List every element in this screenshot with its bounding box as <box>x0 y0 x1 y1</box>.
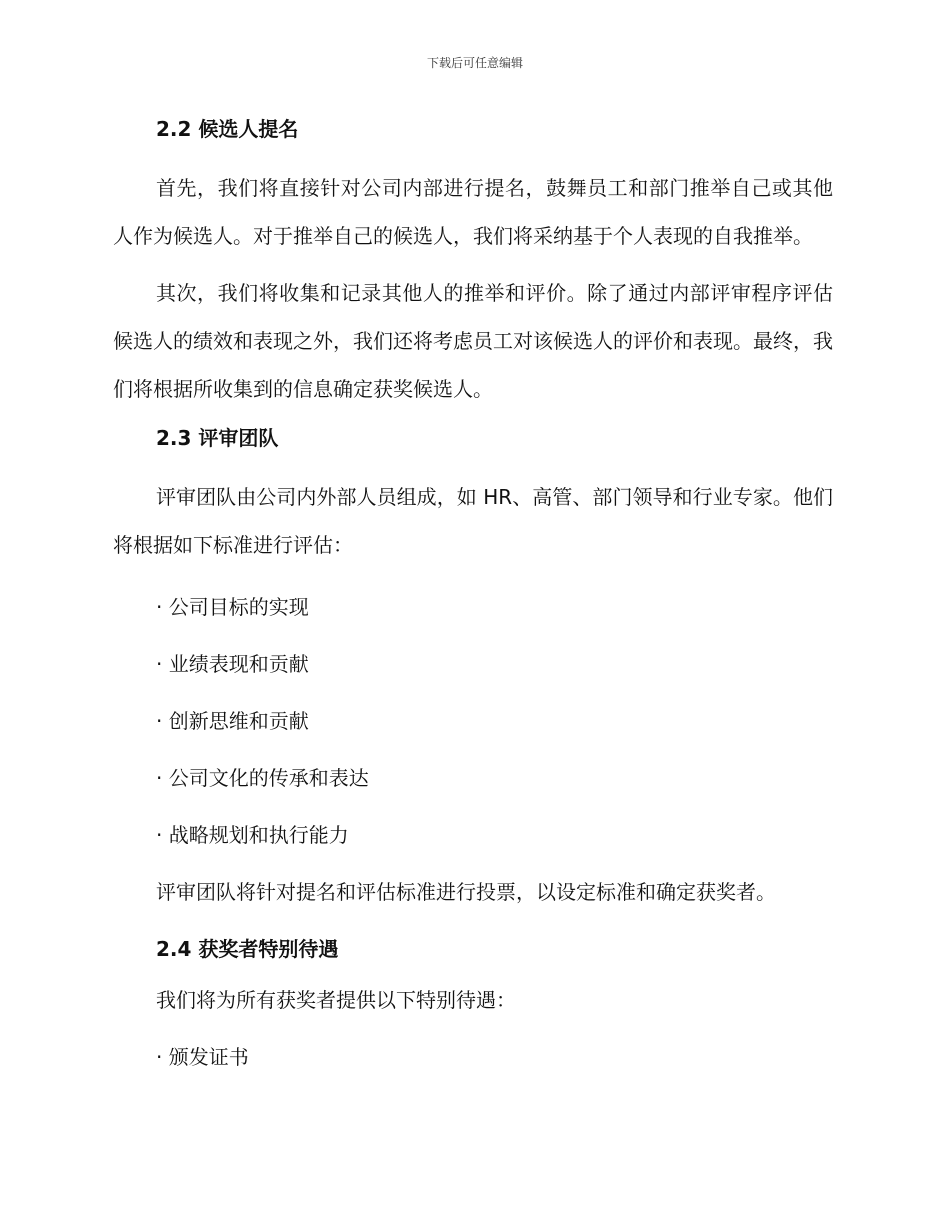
bullet-item: · 公司文化的传承和表达 <box>156 766 369 790</box>
bullet-item: · 颁发证书 <box>156 1045 249 1069</box>
document-body <box>113 113 833 1098</box>
paragraph: 评审团队将针对提名和评估标准进行投票，以设定标准和确定获奖者。 <box>156 880 776 904</box>
section-heading-2-2: 2.2 候选人提名 <box>156 117 299 141</box>
paragraph: 首先，我们将直接针对公司内部进行提名，鼓舞员工和部门推举自己或其他人作为候选人。对于推举自己的候选人，我们将采纳基于个人表现的自我推举。 <box>113 176 833 248</box>
paragraph: 我们将为所有获奖者提供以下特别待遇： <box>156 988 516 1012</box>
section-heading-2-4: 2.4 获奖者特别待遇 <box>156 937 339 961</box>
bullet-item: · 创新思维和贡献 <box>156 709 309 733</box>
bullet-item: · 业绩表现和贡献 <box>156 652 309 676</box>
paragraph: 其次，我们将收集和记录其他人的推举和评价。除了通过内部评审程序评估候选人的绩效和表现之外，我们还将考虑员工对该候选人的评价和表现。最终，我们将根据所收集到的信息确定获奖候选人。 <box>113 281 833 401</box>
bullet-item: · 战略规划和执行能力 <box>156 823 349 847</box>
page-header: 下载后可任意编辑 <box>426 56 523 70</box>
bullet-item: · 公司目标的实现 <box>156 595 309 619</box>
paragraph: 评审团队由公司内外部人员组成，如 HR、高管、部门领导和行业专家。他们将根据如下标准进行评估： <box>113 485 833 557</box>
section-heading-2-3: 2.3 评审团队 <box>156 426 279 450</box>
